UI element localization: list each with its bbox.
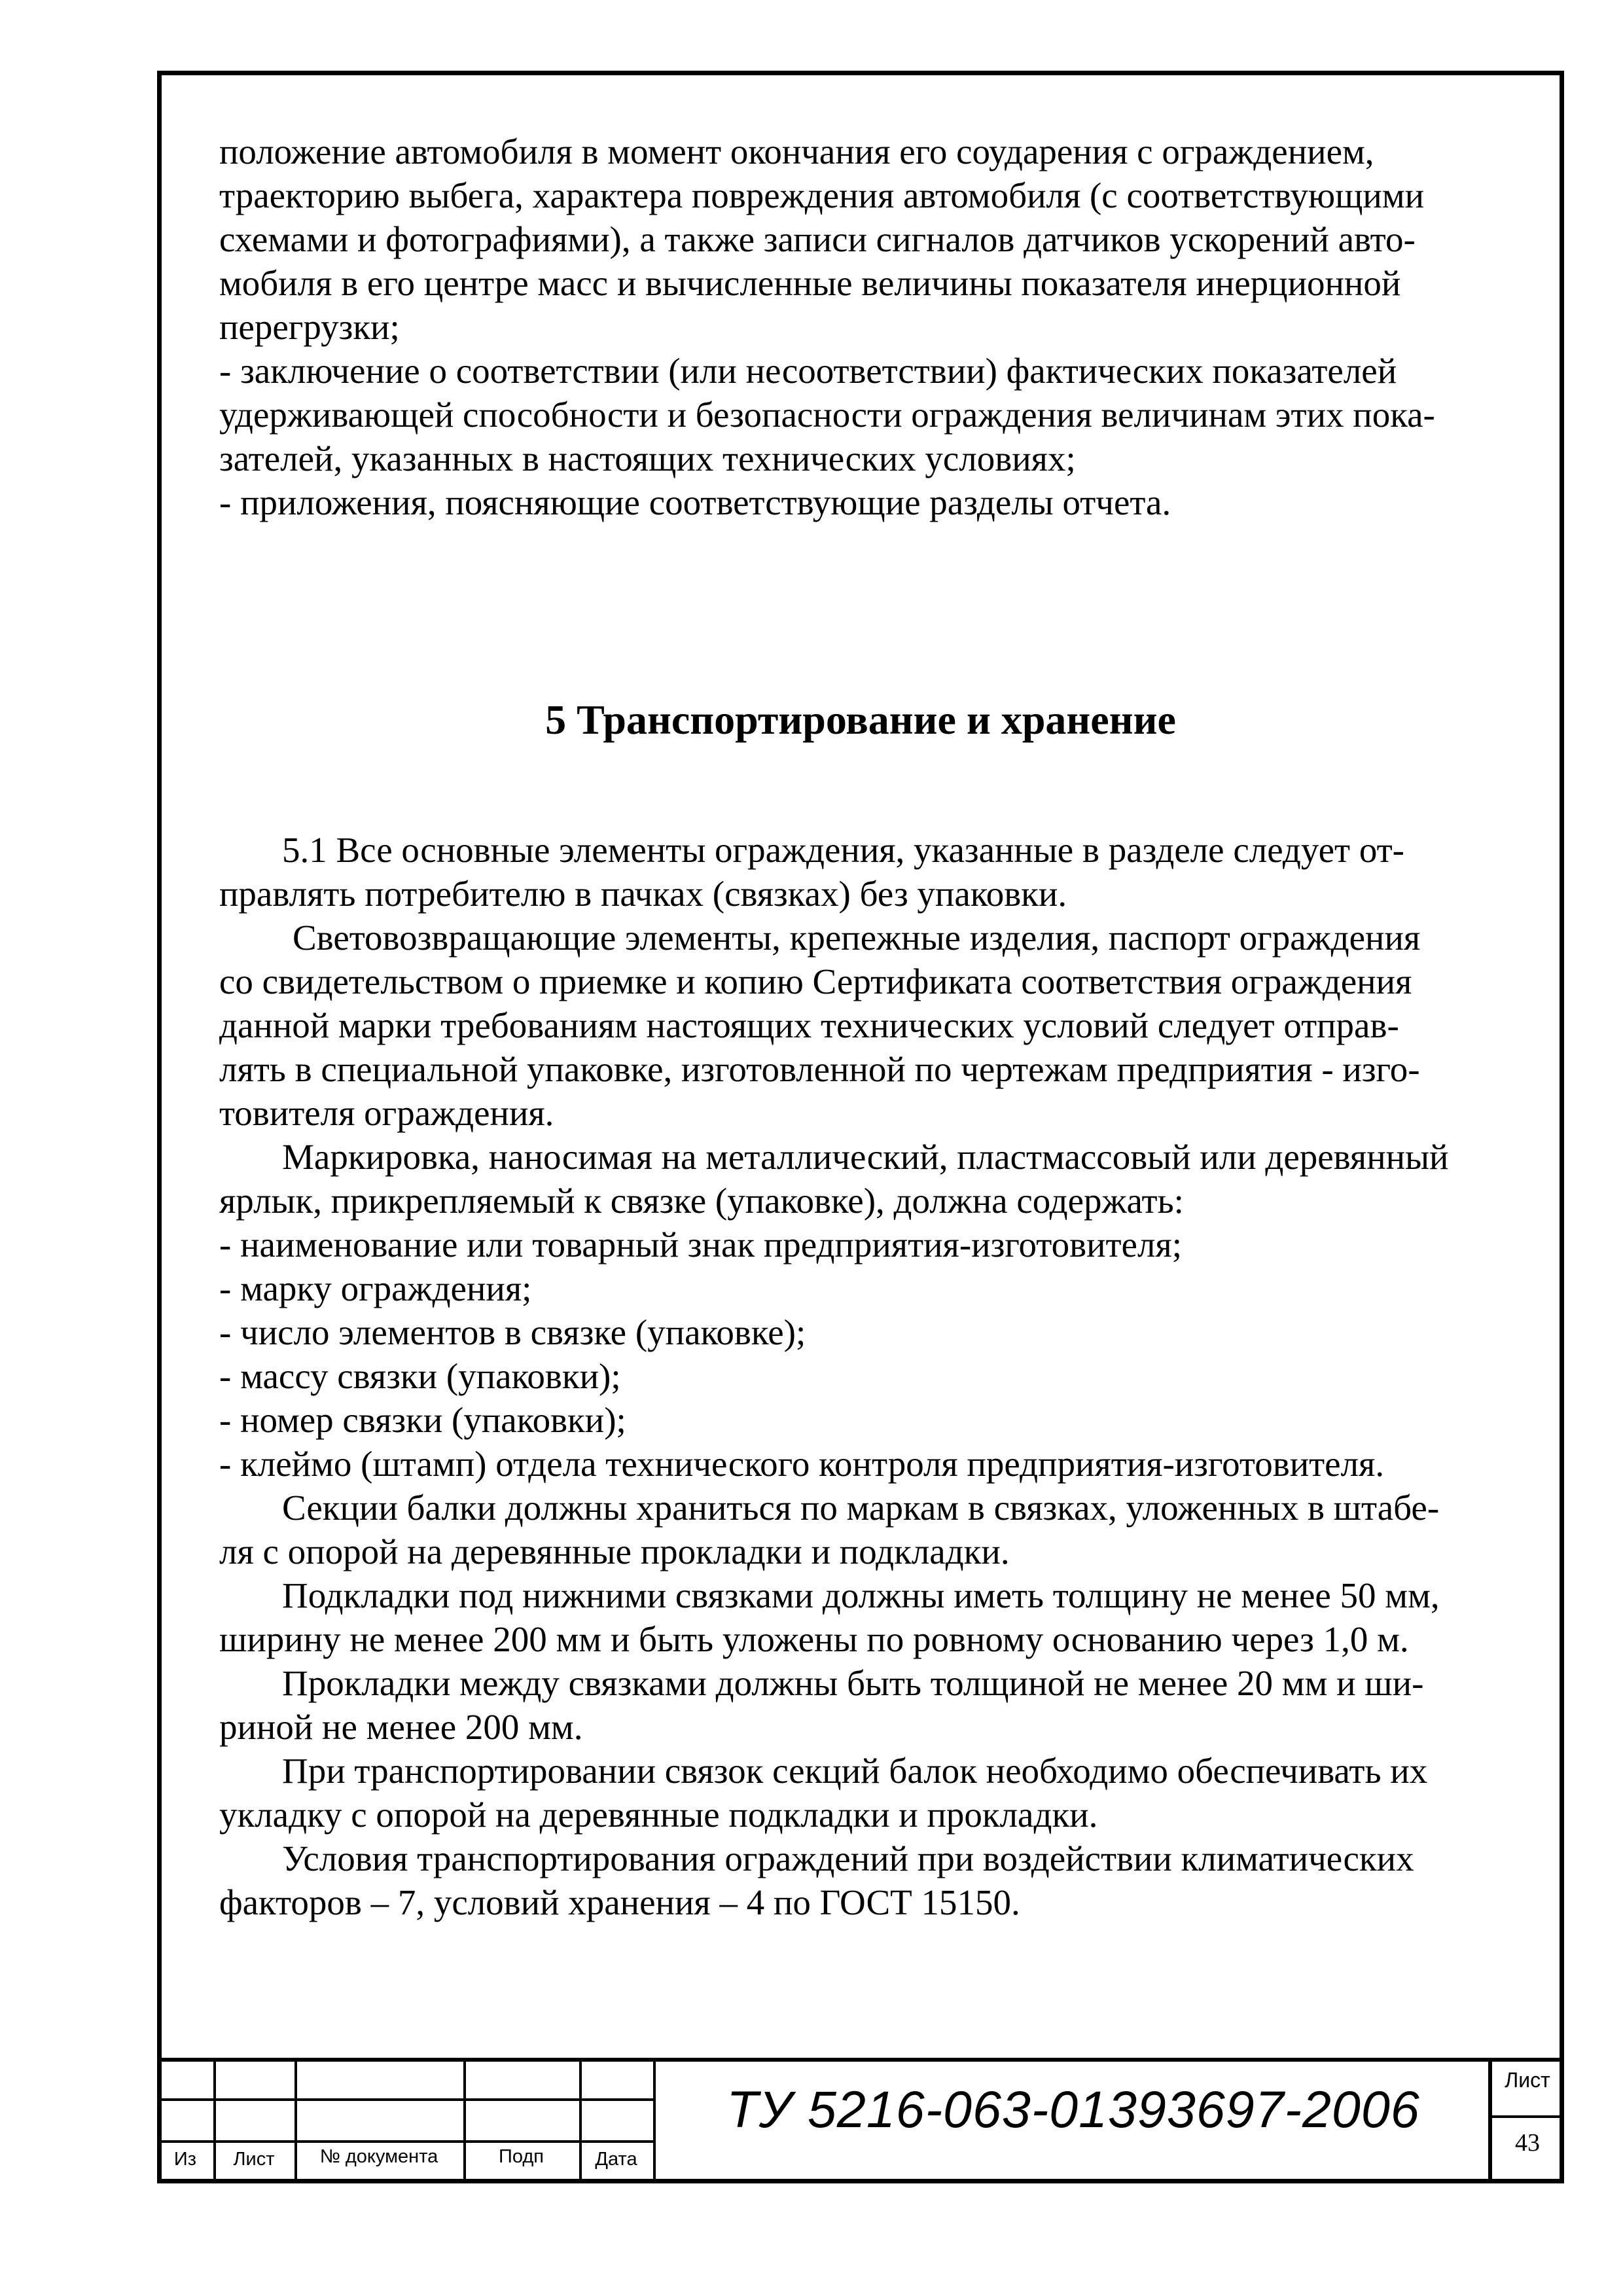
text-line: - приложения, поясняющие соответствующие разделы отчета. bbox=[219, 482, 1171, 522]
text-line: При транспортировании связок секций балок необходимо обеспечивать их bbox=[282, 1751, 1428, 1791]
text-line: факторов – 7, условий хранения – 4 по ГОСТ 15150. bbox=[219, 1882, 1020, 1922]
text-line: Секции балки должны храниться по маркам в связках, уложенных в штабе- bbox=[282, 1488, 1440, 1528]
text-line: Прокладки между связками должны быть толщиной не менее 20 мм и ши- bbox=[282, 1663, 1424, 1703]
text-line: зателей, указанных в настоящих технических условиях; bbox=[219, 439, 1076, 478]
text-line: ля с опорой на деревянные прокладки и подкладки. bbox=[219, 1532, 1010, 1571]
document-code: ТУ 5216-063-01393697-2006 bbox=[726, 2080, 1420, 2138]
text-line: 5.1 Все основные элементы ограждения, указанные в разделе следует от- bbox=[282, 830, 1404, 870]
section-heading: 5 Транспортирование и хранение bbox=[545, 696, 1176, 743]
text-line: со свидетельством о приемке и копию Сертификата соответствия ограждения bbox=[219, 961, 1412, 1001]
text-line: мобиля в его центре масс и вычисленные величины показателя инерционной bbox=[219, 263, 1401, 303]
grid-line bbox=[157, 2140, 654, 2143]
grid-line bbox=[653, 2062, 656, 2183]
column-izm: Из bbox=[173, 2149, 197, 2170]
section-text-block bbox=[219, 828, 1502, 1924]
list-item: - число элементов в связке (упаковке); bbox=[219, 1312, 806, 1352]
text-line: удерживающей способности и безопасности ограждения величинам этих пока- bbox=[219, 395, 1435, 435]
text-line: данной марки требованиям настоящих технических условий следует отправ- bbox=[219, 1005, 1399, 1045]
text-line: Условия транспортирования ограждений при воздействии климатических bbox=[282, 1839, 1414, 1878]
column-date: Дата bbox=[595, 2149, 637, 2170]
list-item: - клеймо (штамп) отдела технического контроля предприятия-изготовителя. bbox=[219, 1444, 1385, 1484]
list-item: - массу связки (упаковки); bbox=[219, 1356, 621, 1396]
text-line: риной не менее 200 мм. bbox=[219, 1707, 583, 1747]
column-list: Лист bbox=[233, 2149, 275, 2170]
text-line: правлять потребителю в пачках (связках) без упаковки. bbox=[219, 874, 1067, 914]
text-line: положение автомобиля в момент окончания его соударения с ограждением, bbox=[219, 132, 1374, 171]
column-document: № документа bbox=[319, 2146, 438, 2167]
list-item: - наименование или товарный знак предприятия-изготовителя; bbox=[219, 1225, 1182, 1265]
text-line: укладку с опорой на деревянные подкладки и прокладки. bbox=[219, 1795, 1098, 1835]
text-line: траекторию выбега, характера повреждения автомобиля (с соответствующими bbox=[219, 175, 1425, 215]
sheet-label: Лист bbox=[1505, 2068, 1550, 2092]
text-line: ярлык, прикрепляемый к связке (упаковке), должна содержать: bbox=[219, 1181, 1184, 1221]
column-signature: Подп bbox=[499, 2146, 544, 2167]
grid-line bbox=[1489, 2115, 1564, 2118]
text-line: товителя ограждения. bbox=[219, 1093, 554, 1133]
text-line: перегрузки; bbox=[219, 307, 400, 347]
text-line: Световозвращающие элементы, крепежные изделия, паспорт ограждения bbox=[293, 918, 1421, 958]
text-line: схемами и фотографиями), а также записи сигналов датчиков ускорений авто- bbox=[219, 219, 1416, 259]
list-item: - марку ограждения; bbox=[219, 1268, 532, 1308]
top-text-block bbox=[219, 130, 1502, 524]
grid-line bbox=[157, 2098, 654, 2101]
text-line: Подкладки под нижними связками должны иметь толщину не менее 50 мм, bbox=[282, 1575, 1440, 1615]
text-line: - заключение о соответствии (или несоответствии) фактических показателей bbox=[219, 351, 1397, 391]
text-line: лять в специальной упаковке, изготовленной по чертежам предприятия - изго- bbox=[219, 1049, 1420, 1089]
text-line: Маркировка, наносимая на металлический, пластмассовый или деревянный bbox=[282, 1137, 1449, 1177]
list-item: - номер связки (упаковки); bbox=[219, 1400, 626, 1440]
sheet-number: 43 bbox=[1515, 2129, 1540, 2157]
text-line: ширину не менее 200 мм и быть уложены по ровному основанию через 1,0 м. bbox=[219, 1619, 1409, 1659]
